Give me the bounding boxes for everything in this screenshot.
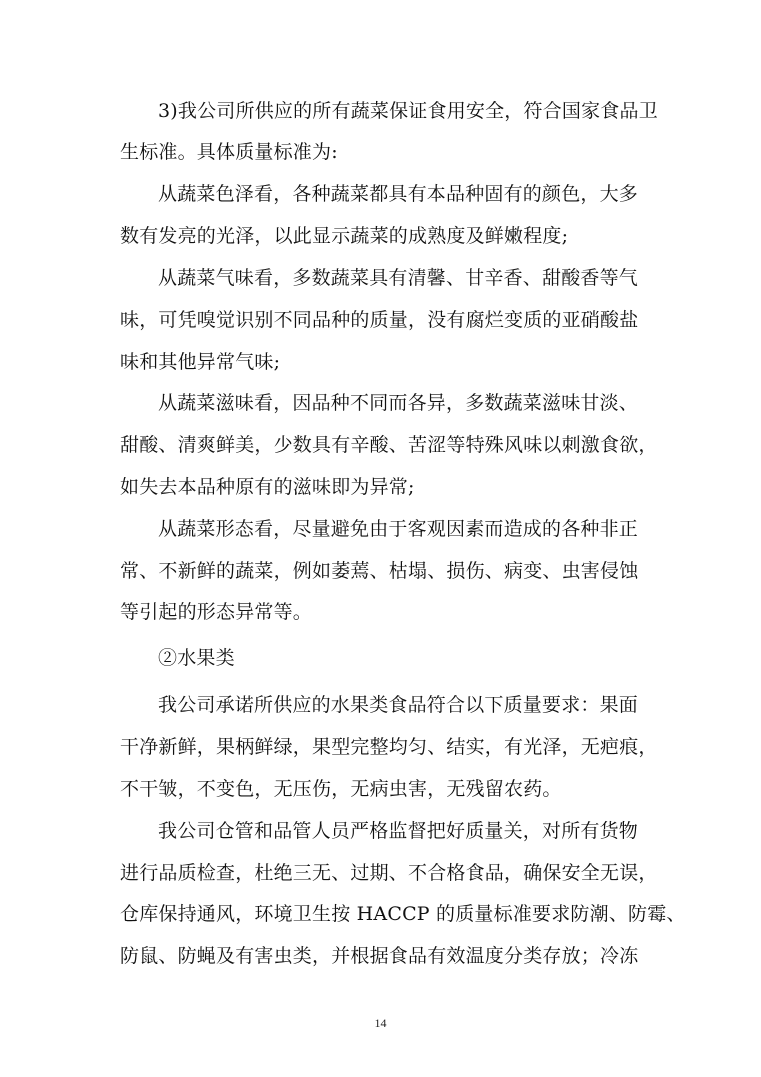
text-line-16: 干净新鲜，果柄鲜绿，果型完整均匀、结实，有光泽，无疤痕， [120, 736, 658, 758]
text-line-8: 从蔬菜滋味看，因品种不同而各异，多数蔬菜滋味甘淡、 [158, 392, 639, 414]
text-line-20: 仓库保持通风，环境卫生按 HACCP 的质量标准要求防潮、防霉、 [120, 903, 686, 925]
text-line-2: 生标准。具体质量标准为: [120, 141, 338, 163]
text-line-9: 甜酸、清爽鲜美，少数具有辛酸、苦涩等特殊风味以刺激食欲， [120, 434, 658, 456]
text-line-17: 不干皱，不变色，无压伤，无病虫害，无残留农药。 [120, 778, 562, 800]
text-line-15: 我公司承诺所供应的水果类食品符合以下质量要求：果面 [158, 694, 639, 716]
text-line-7: 味和其他异常气味; [120, 351, 281, 373]
text-line-4: 数有发亮的光泽，以此显示蔬菜的成熟度及鲜嫩程度; [120, 225, 569, 247]
text-line-3: 从蔬菜色泽看，各种蔬菜都具有本品种固有的颜色，大多 [158, 183, 639, 205]
text-line-18: 我公司仓管和品管人员严格监督把好质量关，对所有货物 [158, 820, 639, 842]
text-line-1: 3)我公司所供应的所有蔬菜保证食用安全，符合国家食品卫 [158, 100, 658, 122]
text-line-11: 从蔬菜形态看，尽量避免由于客观因素而造成的各种非正 [158, 518, 639, 540]
text-line-12: 常、不新鲜的蔬菜，例如萎蔫、枯塌、损伤、病变、虫害侵蚀 [120, 560, 639, 582]
text-line-6: 味，可凭嗅觉识别不同品种的质量，没有腐烂变质的亚硝酸盐 [120, 309, 639, 331]
section-heading-fruit: ②水果类 [158, 647, 235, 669]
text-line-21: 防鼠、防蝇及有害虫类，并根据食品有效温度分类存放；冷冻 [120, 945, 639, 967]
text-line-5: 从蔬菜气味看，多数蔬菜具有清馨、甘辛香、甜酸香等气 [158, 267, 639, 289]
text-line-13: 等引起的形态异常等。 [120, 601, 313, 623]
text-line-10: 如失去本品种原有的滋味即为异常; [120, 476, 415, 498]
text-line-19: 进行品质检查，杜绝三无、过期、不合格食品，确保安全无误， [120, 862, 658, 884]
page-number: 14 [374, 1016, 387, 1030]
